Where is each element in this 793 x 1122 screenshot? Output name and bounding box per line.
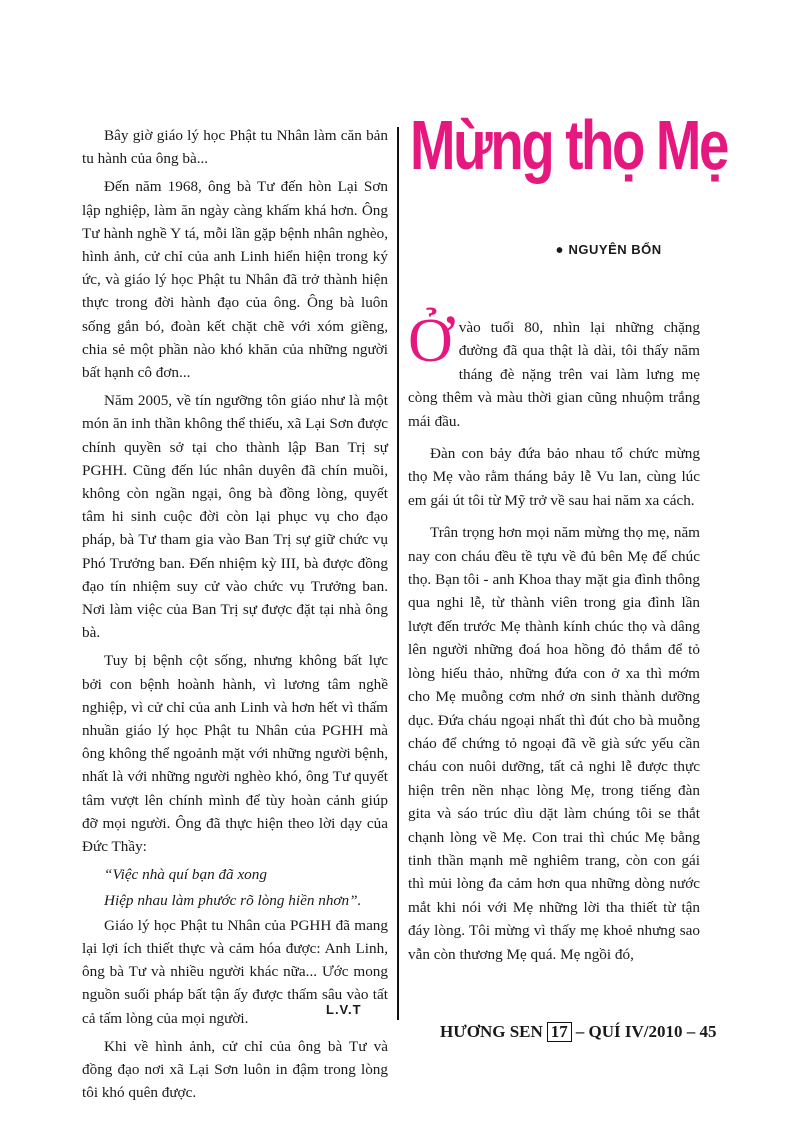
left-paragraph-4: Tuy bị bệnh cột sống, nhưng không bất lực bởi con bệnh hoành hành, vì lương tâm nghề nghiệp, vì cử chỉ của anh Linh và hơn hết vì thấm nhuần giáo lý học Phật tu Nhân của PGHH mà ông không thể ngoảnh mặt với những người bệnh, nhất là với những người nghèo khó, ông Tư quyết tâm vượt lên chính mình để tùy hoàn cảnh giúp đỡ mọi người. Ông đã thực hiện theo lời dạy của Đức Thầy: <box>82 652 388 856</box>
page-footer <box>440 1022 717 1042</box>
left-column <box>82 124 388 1109</box>
column-divider <box>397 127 399 1020</box>
issue-number-box: 17 <box>547 1022 572 1042</box>
right-paragraph-3: Trân trọng hơn mọi năm mừng thọ mẹ, năm nay con cháu đều tề tựu về đủ bên Mẹ để chúc thọ. Bạn tôi - anh Khoa thay mặt gia đình thông qua nghi lễ, từ thành viên trong gia đình lần lượt đến trước Mẹ thành kính chúc thọ và dâng lên người những đoá hoa hồng đỏ thắm để tỏ lòng hiếu thảo, những đứa con ở xa thì mớm cho Mẹ muỗng cơm nhớ ơn sinh thành dưỡng dục. Đứa cháu ngoại nhất thì đút cho bà muỗng cháo để chứng tỏ ngoại đã về già sức yếu cần cháu con nuôi dưỡng, tất cả nghi lễ được thực hiện trên nền nhạc lòng Mẹ, trong tiếng đàn gita và sáo trúc dìu dặt làm chúng tôi se thắt chạnh lòng về Mẹ. Con trai thì chúc Mẹ bằng tinh thần mạnh mẽ nghiêm trang, còn con gái thì mủi lòng đa cảm hơn qua những dòng nước mắt khi nói với Mẹ những lời tha thiết từ tận đáy lòng. Tôi mừng vì thấy mẹ khoẻ nhưng sao vẫn còn thương Mẹ quá. Mẹ ngồi đó, <box>408 524 700 963</box>
right-column <box>408 307 700 975</box>
left-paragraph-1: Bây giờ giáo lý học Phật tu Nhân làm căn bản tu hành của ông bà... <box>82 127 388 168</box>
left-paragraph-2: Đến năm 1968, ông bà Tư đến hòn Lại Sơn lập nghiệp, làm ăn ngày càng khấm khá hơn. Ông Tư hành nghề Y tá, mỗi lần gặp bệnh nhân nghèo, hình ảnh, cử chỉ của anh Linh hiển hiện trong ký ức, và giáo lý học Phật tu Nhân đã trở thành hiện thực trong đời hành đạo của ông. Ông bà luôn sống gắn bó, đoàn kết chặt chẽ với xóm giềng, chia sẻ một phần nào khó khăn của những người bất hạnh cô đơn... <box>82 178 388 382</box>
drop-cap: Ở <box>408 307 453 375</box>
page-number: 45 <box>699 1022 717 1041</box>
author-name: NGUYÊN BỔN <box>568 242 662 257</box>
bullet-icon: • <box>556 240 564 262</box>
article-signature: L.V.T <box>326 1002 362 1017</box>
left-paragraph-3: Năm 2005, về tín ngưỡng tôn giáo như là một món ăn inh thần không thể thiếu, xã Lại Sơn được chính quyền sở tại cho thành lập Ban Trị sự PGHH. Cũng đến lúc nhân duyên đã chín muồi, không còn ngần ngại, ông bà đồng lòng, quyết tâm hi sinh cuộc đời còn lại phục vụ cho đạo pháp, bà Tư tham gia vào Ban Trị sự giữ chức vụ Phó Trưởng ban. Đến nhiệm kỳ III, bà được đồng đạo tín nhiệm suy cử vào chức vụ Trưởng ban. Nơi làm việc của Ban Trị sự được đặt tại nhà ông bà. <box>82 392 388 642</box>
left-paragraph-6: Khi về hình ảnh, cử chỉ của ông bà Tư và đồng đạo nơi xã Lại Sơn luôn in đậm trong lòng tôi khó quên được. <box>82 1037 388 1102</box>
magazine-name: HƯƠNG SEN <box>440 1022 543 1041</box>
verse-line-1: “Việc nhà quí bạn đã xong <box>104 866 267 884</box>
verse-line-2: Hiệp nhau làm phước rõ lòng hiền nhơn”. <box>104 891 362 909</box>
right-paragraph-2: Đàn con bảy đứa bảo nhau tổ chức mừng thọ Mẹ vào rằm tháng bảy lễ Vu lan, cùng lúc em gái út tôi từ Mỹ trở về sau hai năm xa cách. <box>408 445 700 509</box>
issue-info: – QUÍ IV/2010 – <box>575 1022 696 1041</box>
first-paragraph-text: vào tuổi 80, nhìn lại những chặng đường đã qua thật là dài, tôi thấy năm tháng đè nặng trên vai làm lưng mẹ còng thêm và màu thời gian cũng nhuộm trắng mái đầu. <box>408 319 700 430</box>
author-byline <box>556 240 662 263</box>
left-paragraph-5: Giáo lý học Phật tu Nhân của PGHH đã mang lại lợi ích thiết thực và cảm hóa được: Anh Linh, ông bà Tư và nhiều người khác nữa... Ước mong nguồn suối pháp bất tận ấy được thấm sâu vào tất cả tấm lòng của mọi người. <box>82 916 388 1027</box>
article-title: Mừng thọ Mẹ <box>410 106 728 184</box>
right-paragraph-1 <box>408 307 700 433</box>
